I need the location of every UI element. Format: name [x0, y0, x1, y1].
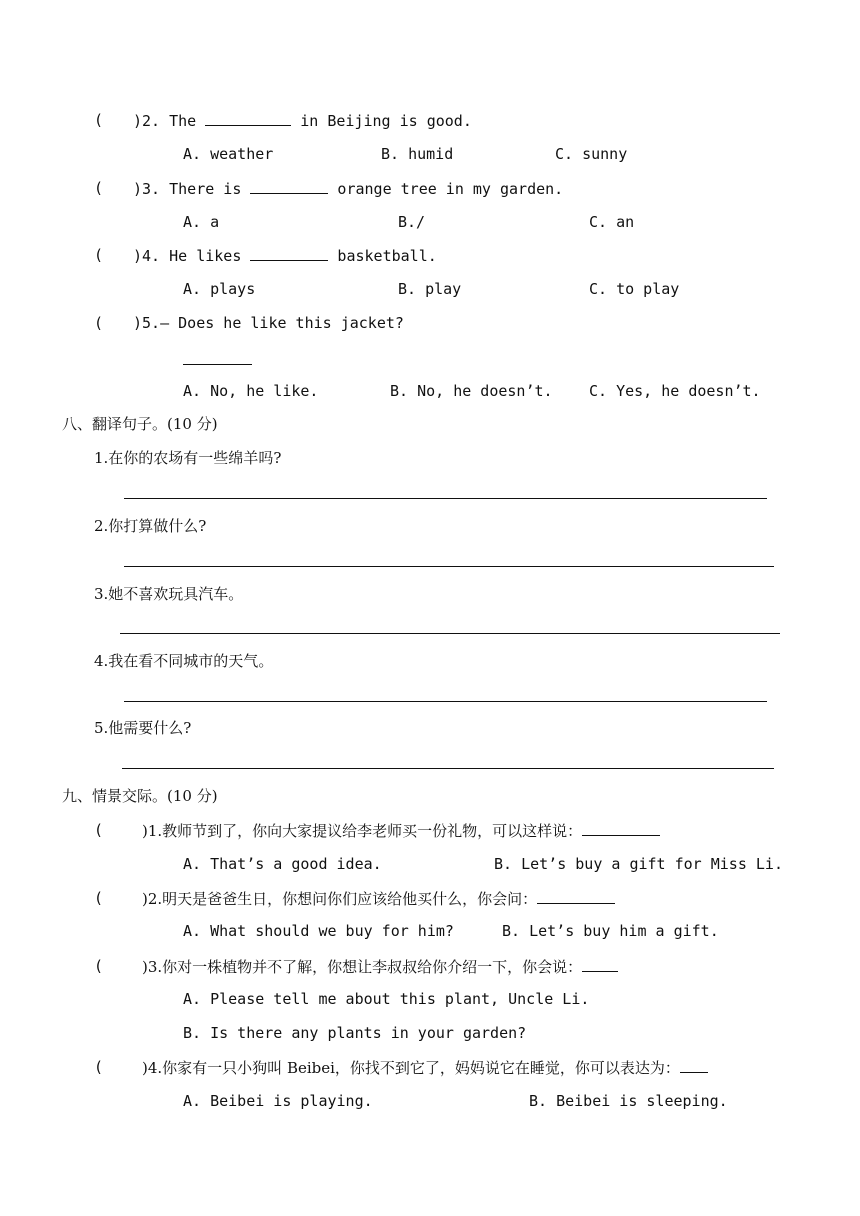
option-c: C. to play — [589, 280, 680, 298]
stem-text: basketball. — [328, 247, 437, 265]
answer-paren-close: ) — [142, 958, 148, 976]
answer-paren-open: ( — [94, 957, 104, 975]
option-a: A. What should we buy for him? — [183, 922, 454, 940]
option-a: A. plays — [183, 280, 256, 298]
option-c: C. Yes, he doesn’t. — [589, 382, 761, 400]
answer-paren-close: ) — [142, 822, 148, 840]
option-a: A. Beibei is playing. — [183, 1092, 373, 1110]
translation-prompt: 4.我在看不同城市的天气。 — [94, 652, 274, 670]
option-b: B. Beibei is sleeping. — [529, 1092, 728, 1110]
answer-paren-open: ( — [94, 314, 104, 332]
answer-line[interactable] — [120, 633, 780, 634]
stem-text: in Beijing is good. — [291, 112, 472, 130]
answer-paren-open: ( — [94, 111, 104, 129]
answer-blank[interactable] — [582, 820, 660, 836]
option-b: B. play — [398, 280, 462, 298]
answer-paren-close: ) — [133, 180, 143, 198]
option-b: B. Let’s buy a gift for Miss Li. — [494, 855, 783, 873]
translation-prompt: 5.他需要什么? — [94, 719, 192, 737]
question-stem — [142, 956, 618, 977]
section-heading: 九、情景交际。(10 分) — [62, 787, 218, 805]
answer-paren-open: ( — [94, 246, 104, 264]
question-stem — [142, 820, 660, 841]
translation-prompt: 1.在你的农场有一些绵羊吗? — [94, 449, 282, 467]
option-a: A. No, he like. — [183, 382, 319, 400]
option-a: A. Please tell me about this plant, Uncle Li. — [183, 990, 590, 1008]
option-b: B. Is there any plants in your garden? — [183, 1024, 527, 1042]
section-heading: 八、翻译句子。(10 分) — [62, 415, 218, 433]
answer-paren-open: ( — [94, 821, 104, 839]
option-a: A. That’s a good idea. — [183, 855, 382, 873]
stem-text: 3.你对一株植物并不了解，你想让李叔叔给你介绍一下，你会说： — [147, 958, 583, 976]
stem-text: 3. There is — [142, 180, 251, 198]
answer-line[interactable] — [124, 701, 767, 702]
option-b: B. Let’s buy him a gift. — [502, 922, 719, 940]
answer-blank[interactable] — [582, 956, 618, 972]
stem-text: orange tree in my garden. — [328, 180, 564, 198]
question-stem — [142, 888, 615, 909]
answer-line[interactable] — [124, 498, 767, 499]
stem-text: 2. The — [142, 112, 206, 130]
option-b: B. No, he doesn’t. — [390, 382, 553, 400]
stem-text: 1.教师节到了，你向大家提议给李老师买一份礼物，可以这样说： — [147, 822, 583, 840]
question-stem — [133, 313, 404, 333]
answer-paren-open: ( — [94, 889, 104, 907]
answer-line[interactable] — [122, 768, 774, 769]
translation-prompt: 2.你打算做什么? — [94, 517, 207, 535]
translation-prompt: 3.她不喜欢玩具汽车。 — [94, 585, 244, 603]
option-c: C. sunny — [555, 145, 628, 163]
option-b: B. humid — [381, 145, 454, 163]
answer-blank[interactable] — [183, 364, 252, 365]
answer-blank[interactable] — [205, 110, 291, 126]
answer-blank[interactable] — [250, 245, 328, 261]
stem-text: 5.— Does he like this jacket? — [142, 314, 404, 332]
stem-text: 2.明天是爸爸生日，你想问你们应该给他买什么，你会问： — [147, 890, 538, 908]
answer-blank[interactable] — [537, 888, 615, 904]
option-b: B./ — [398, 213, 426, 231]
answer-paren-open: ( — [94, 179, 104, 197]
answer-paren-close: ) — [133, 112, 143, 130]
answer-blank[interactable] — [250, 178, 328, 194]
answer-line[interactable] — [124, 566, 774, 567]
answer-paren-close: ) — [142, 1059, 148, 1077]
option-c: C. an — [589, 213, 635, 231]
question-stem — [142, 1057, 708, 1078]
answer-paren-close: ) — [142, 890, 148, 908]
stem-text: 4. He likes — [142, 247, 251, 265]
answer-blank[interactable] — [680, 1057, 708, 1073]
answer-paren-open: ( — [94, 1058, 104, 1076]
stem-text: 4.你家有一只小狗叫 Beibei，你找不到它了，妈妈说它在睡觉，你可以表达为： — [147, 1059, 680, 1077]
question-stem — [133, 245, 437, 266]
option-a: A. weather — [183, 145, 274, 163]
question-stem — [133, 178, 563, 199]
question-stem — [133, 110, 472, 131]
answer-paren-close: ) — [133, 247, 143, 265]
answer-paren-close: ) — [133, 314, 143, 332]
option-a: A. a — [183, 213, 220, 231]
